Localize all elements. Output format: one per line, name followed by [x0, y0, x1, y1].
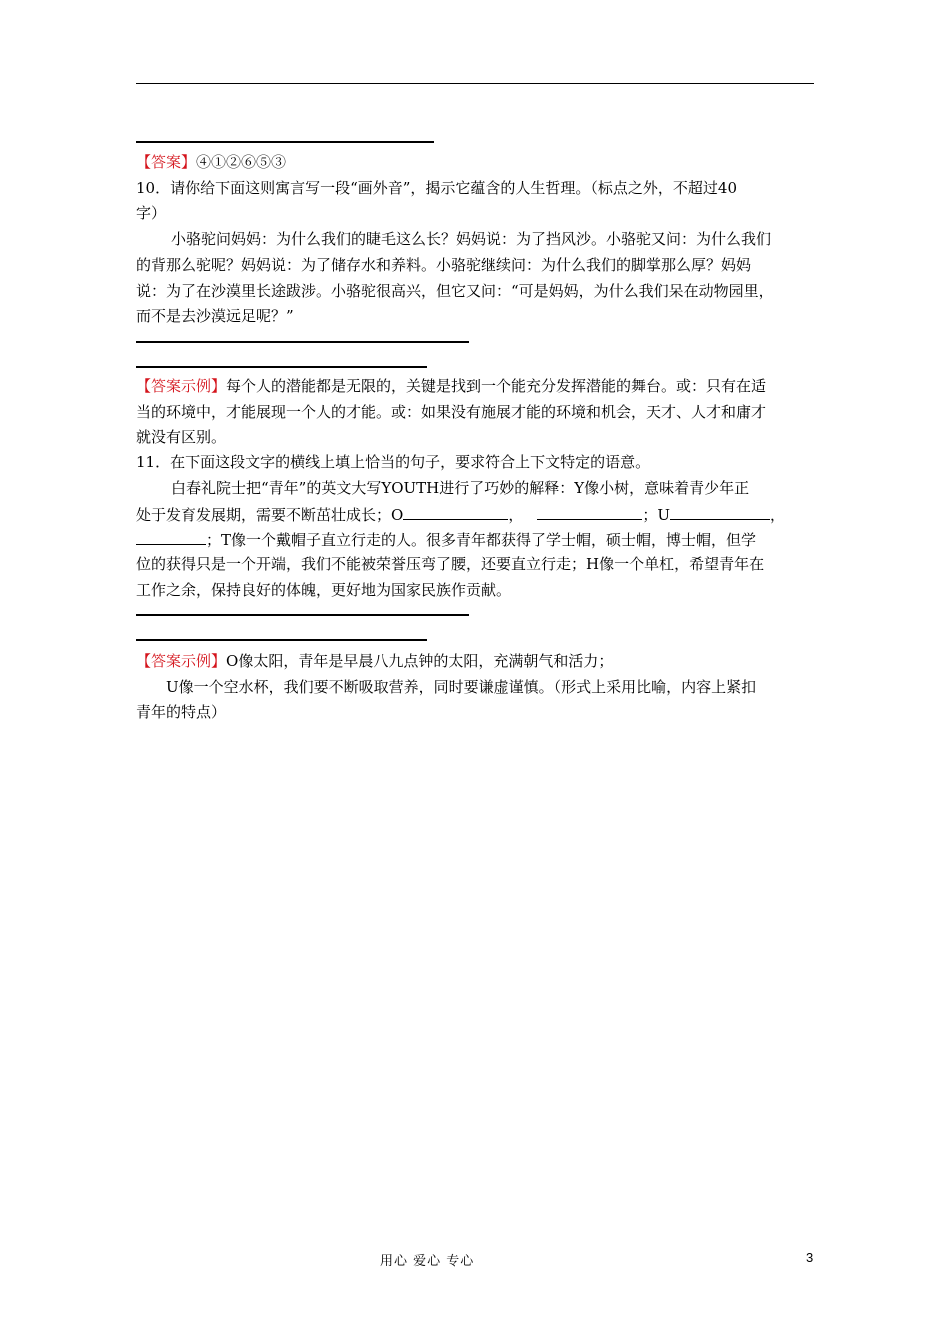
answer-text: ④①②⑥⑤③	[196, 153, 287, 171]
page-footer: 用心 爱心 专心	[380, 1254, 475, 1269]
passage-line-with-blank	[136, 529, 816, 550]
header-rule	[136, 83, 814, 84]
passage-text: ，	[508, 506, 524, 524]
answer-blank-line	[136, 614, 469, 616]
fable-paragraph-line: 说：为了在沙漠里长途跋涉。小骆驼很高兴，但它又问：“可是妈妈，为什么我们呆在动物园里，	[136, 282, 774, 300]
answer-example-tag: 【答案示例】	[136, 377, 227, 395]
passage-text: 处于发育发展期，需要不断茁壮成长；O	[136, 506, 404, 524]
answer-line	[136, 152, 816, 172]
passage-line-with-blanks	[136, 504, 816, 525]
answer-10-text: 当的环境中，才能展现一个人的才能。或：如果没有施展才能的环境和机会，天才、人才和庸才	[136, 403, 767, 421]
answer-blank-line	[136, 341, 469, 343]
passage-text: ；T像一个戴帽子直立行走的人。很多青年都获得了学士帽，硕士帽，博士帽，但学	[206, 531, 757, 549]
passage-line: 白春礼院士把“青年”的英文大写YOUTH进行了巧妙的解释：Y像小树，意味着青少年正	[171, 479, 750, 497]
answer-11-text: U像一个空水杯，我们要不断吸取营养，同时要谦虚谨慎。（形式上采用比喻，内容上紧扣	[166, 678, 757, 696]
answer-11-text: O像太阳，青年是早晨八九点钟的太阳，充满朝气和活力；	[226, 652, 614, 670]
fable-paragraph-line: 小骆驼问妈妈：为什么我们的睫毛这么长？妈妈说：为了挡风沙。小骆驼又问：为什么我们	[171, 230, 772, 248]
question-10-prompt: 10．请你给下面这则寓言写一段“画外音”，揭示它蕴含的人生哲理。（标点之外，不超过40	[136, 179, 738, 197]
question-10-prompt-cont: 字）	[136, 204, 167, 222]
answer-10-line	[136, 376, 816, 396]
answer-example-tag: 【答案示例】	[136, 652, 227, 670]
passage-text: ；U	[642, 506, 670, 524]
answer-blank-line	[136, 366, 427, 368]
passage-text: ，	[769, 506, 785, 524]
fable-paragraph-line: 的背那么驼呢？妈妈说：为了储存水和养料。小骆驼继续问：为什么我们的脚掌那么厚？妈妈	[136, 256, 752, 274]
answer-blank-line	[136, 141, 434, 143]
answer-tag: 【答案】	[136, 153, 197, 171]
fill-blank[interactable]	[403, 504, 508, 520]
passage-line: 位的获得只是一个开端，我们不能被荣誉压弯了腰，还要直立行走；H像一个单杠，希望青年在	[136, 555, 765, 573]
answer-10-text: 就没有区别。	[136, 428, 227, 446]
answer-11-text: 青年的特点）	[136, 703, 227, 721]
fable-paragraph-line: 而不是去沙漠远足呢？”	[136, 307, 294, 325]
answer-10-text: 每个人的潜能都是无限的，关键是找到一个能充分发挥潜能的舞台。或：只有在适	[226, 377, 767, 395]
passage-line: 工作之余，保持良好的体魄，更好地为国家民族作贡献。	[136, 581, 512, 599]
page-number: 3	[806, 1250, 814, 1265]
fill-blank[interactable]	[670, 504, 770, 520]
question-11-prompt: 11．在下面这段文字的横线上填上恰当的句子，要求符合上下文特定的语意。	[136, 453, 651, 471]
fill-blank[interactable]	[537, 504, 642, 520]
answer-11-line	[136, 651, 816, 671]
fill-blank[interactable]	[136, 529, 206, 545]
answer-blank-line	[136, 639, 427, 641]
